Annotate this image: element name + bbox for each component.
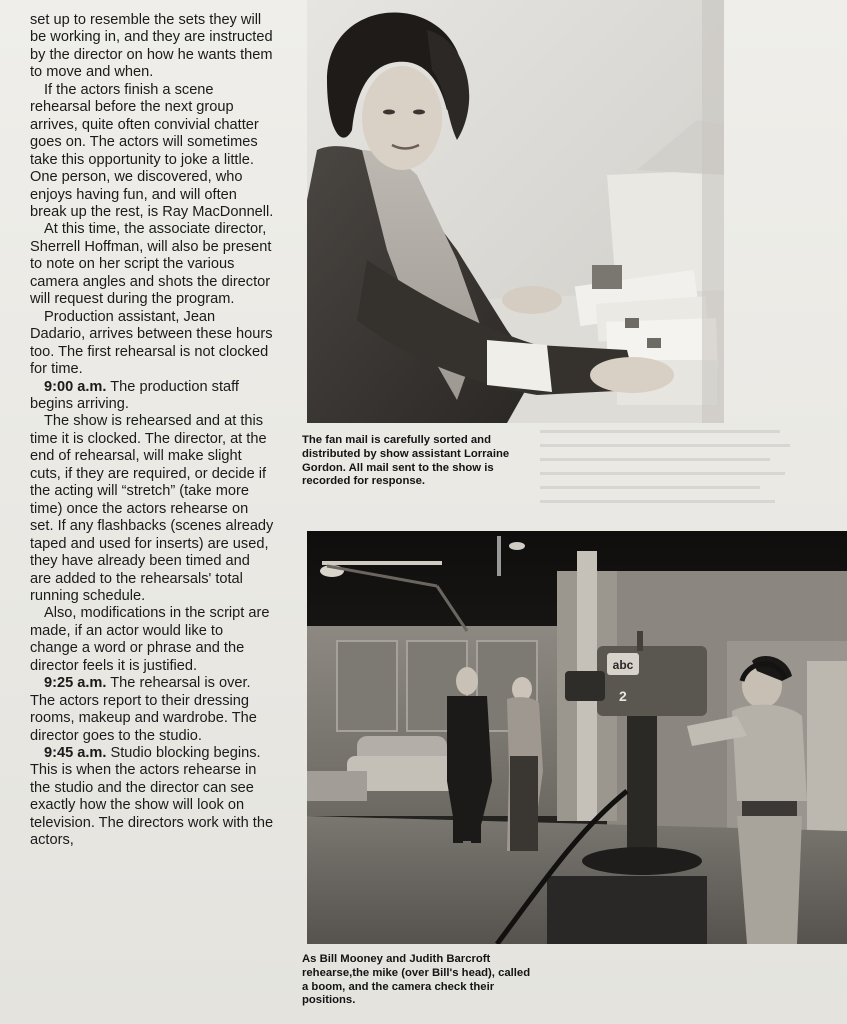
time-stamp: 9:45 a.m. [44, 745, 107, 762]
show-through-texture [540, 424, 847, 528]
article-paragraph: Production assistant, Jean Dadario, arrives between these hours too. The first rehearsal is not clocked for time. [30, 308, 273, 378]
article-paragraph: If the actors finish a scene rehearsal before the next group arrives, quite often convivial chatter goes on. The actors will sometimes take this opportunity to joke a little. One person, we discovered, who enjoys having fun, and will often break up the rest, is Ray MacDonnell. [30, 81, 274, 220]
photo-caption-studio: As Bill Mooney and Judith Barcroft rehearse,the mike (over Bill's head), called a boom, and the camera check their positions. [302, 953, 531, 1007]
camera-logo: abc [612, 658, 634, 672]
photo-fan-mail-image [307, 0, 724, 423]
photo-caption-fan-mail: The fan mail is carefully sorted and distributed by show assistant Lorraine Gordon. All mail sent to the show is recorded for response. [302, 434, 510, 488]
camera-number: 2 [619, 688, 627, 704]
time-stamp: 9:00 a.m. [44, 378, 107, 395]
article-paragraph: 9:45 a.m. Studio blocking begins. This is when the actors rehearse in the studio and the director can see exactly how the show will look on television. The directors work with the actors, [30, 745, 274, 849]
article-paragraph: At this time, the associate director, Sherrell Hoffman, will also be present to note on her script the various camera angles and shots the director will request during the program. [30, 221, 272, 308]
article-paragraph: 9:00 a.m. The production staff begins arriving. [30, 378, 239, 412]
photo-fan-mail [307, 0, 724, 423]
article-paragraph: The show is rehearsed and at this time it is clocked. The director, at the end of rehearsal, will make slight cuts, if they are required, or decide if the acting will “stretch” (take more time) once the actors rehearse on set. If any flashbacks (scenes already taped and used for inserts) are used, they have already been timed and are added to the rehearsals' total running schedule. [30, 413, 274, 604]
article-column [30, 12, 274, 850]
photo-studio-rehearsal-image [307, 531, 847, 944]
photo-studio-rehearsal [307, 531, 847, 944]
time-stamp: 9:25 a.m. [44, 675, 107, 692]
article-paragraph: Also, modifications in the script are made, if an actor would like to change a word or phrase and the director feels it is justified. [30, 605, 270, 674]
article-paragraph: 9:25 a.m. The rehearsal is over. The actors report to their dressing rooms, makeup and wardrobe. The director goes to the studio. [30, 675, 257, 744]
article-paragraph: set up to resemble the sets they will be working in, and they are instructed by the director on how he wants them to move and when. [30, 12, 273, 81]
